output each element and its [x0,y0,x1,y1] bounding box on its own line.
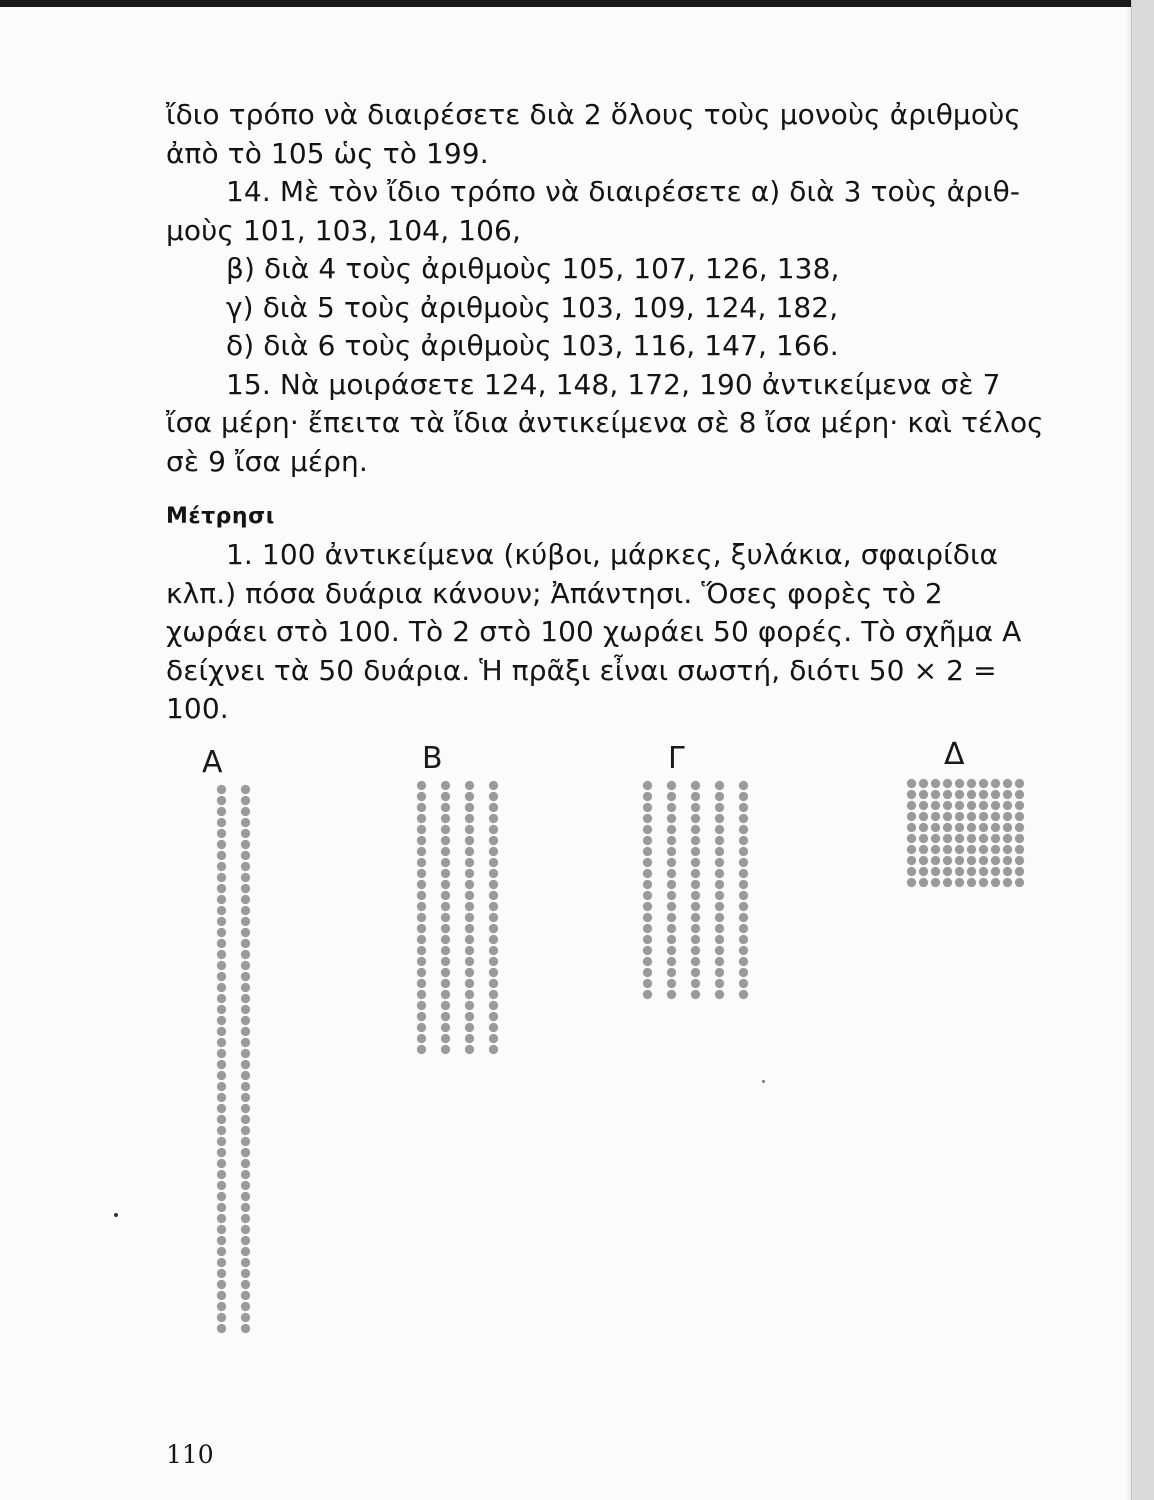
measurement-line: 1. 100 ἀντικείμενα (κύβοι, μάρκες, ξυλάκια, σφαιρίδια [226,538,999,571]
figure-label-g: Γ [668,741,685,776]
exercises-text [166,96,1044,481]
measurement-line: κλπ.) πόσα δυάρια κάνουν; Ἀπάντησι. Ὅσες φορὲς τὸ 2 [166,576,943,610]
measurement-line: 100. [166,692,229,725]
section-heading: Μέτρησι [166,504,275,529]
exercise-14-gamma: γ) διὰ 5 τοὺς ἀριθμοὺς 103, 109, 124, 182, [226,290,839,324]
dot-column [966,778,977,888]
measurement-line: δείχνει τὰ 50 δυάρια. Ἡ πρᾶξι εἶναι σωστή, διότι 50 × 2 = [166,653,997,687]
exercise-14-delta: δ) διὰ 6 τοὺς ἀριθμοὺς 103, 116, 147, 166. [226,329,839,362]
dot-column [954,778,965,888]
page-number: 110 [166,1440,214,1469]
dot-column [440,780,451,1055]
dot-column [1002,778,1013,888]
dot-column [416,780,427,1055]
figure-label-d: Δ [944,737,965,772]
dot-column [464,780,475,1055]
dot-column [666,780,677,1000]
exercise-15-line: ἴσα μέρη· ἔπειτα τὰ ἴδια ἀντικείμενα σὲ 8 ἴσα μέρη· καὶ τέλος [166,406,1044,439]
figure-label-b: Β [422,741,443,776]
dot-column [906,778,917,888]
paragraph-line: ἀπὸ τὸ 105 ὡς τὸ 199. [166,136,489,170]
scan-speck [114,1213,118,1217]
scan-top-edge [0,0,1154,7]
dot-column [738,780,749,1000]
exercise-14-line: μοὺς 101, 103, 104, 106, [166,213,521,247]
dot-column [918,778,929,888]
measurement-line: χωράει στὸ 100. Τὸ 2 στὸ 100 χωράει 50 φορές. Τὸ σχῆμα Α [166,615,1022,648]
dot-column [642,780,653,1000]
exercise-14-beta: β) διὰ 4 τοὺς ἀριθμοὺς 105, 107, 126, 138, [226,252,840,285]
exercise-15-line: 15. Νὰ μοιράσετε 124, 148, 172, 190 ἀντικείμενα σὲ 7 [226,367,1001,401]
dot-column [690,780,701,1000]
dot-column [714,780,725,1000]
scan-speck [762,1080,765,1083]
paragraph-line: ἴδιο τρόπο νὰ διαιρέσετε διὰ 2 ὅλους τοὺς μονοὺς ἀριθμοὺς [166,98,1021,131]
dot-column [488,780,499,1055]
dot-column [930,778,941,888]
exercise-14-line: 14. Μὲ τὸν ἴδιο τρόπο νὰ διαιρέσετε α) διὰ 3 τοὺς ἀριθ- [226,175,1021,208]
dot-column [216,784,227,1334]
dot-column [978,778,989,888]
dot-column [240,784,251,1334]
measurement-text [166,536,1026,729]
scan-right-edge [1131,0,1154,1500]
dot-column [1014,778,1025,888]
figure-label-a: Α [202,745,223,780]
exercise-15-line: σὲ 9 ἴσα μέρη. [166,444,368,478]
dot-column [990,778,1001,888]
dot-column [942,778,953,888]
